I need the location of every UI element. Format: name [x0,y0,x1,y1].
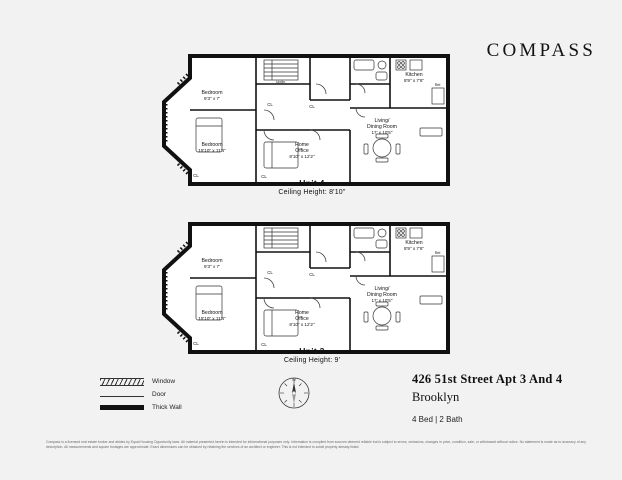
room-dims: 8'9" x 7'6" [403,78,425,83]
legend [100,375,182,414]
closet-label: CL [193,341,199,346]
room-label: Bedroom [201,258,223,264]
window-hatch-icon [100,378,144,386]
unit-3-plan-svg [160,218,460,358]
thick-wall-icon [100,405,144,410]
room-label: Dining Room [367,292,397,298]
room-dims: 9'3" x 7' [204,264,220,269]
room-dims: 8'10" x 12'2" [289,154,315,159]
legend-label-thick-wall: Thick Wall [152,404,182,411]
room-dims: 15'10" x 11'4" [198,316,226,321]
room-label: Kitchen [405,72,423,78]
closet-label: CL [309,272,315,277]
unit-4-ceiling: Ceiling Height: 8'10" [278,189,346,196]
unit-4-name: Unit 4 [299,178,325,188]
room-dims: 17' x 10'5" [371,130,393,135]
closet-label: CL [267,270,273,275]
closet-label: CL [193,173,199,178]
address-street: 426 51st Street Apt 3 And 4 [412,372,563,386]
address-city: Brooklyn [412,390,460,404]
closet-label: CL [261,342,267,347]
bed-bath-summary: 4 Bed | 2 Bath [412,415,463,424]
disclaimer-text: Compass is a licensed real estate broker and abides by Equal Housing Opportunity laws. All material presented herein is intended for informational purposes only. Information is compiled from sources deemed reliable but is subject to errors, omissions, changes in price, condition, sale, or withdrawal without notice. No statement is made as to accuracy of any description. All measurements and square footages are approximate. Exact dimensions can be obtained by retaining the services of an architect or engineer. This is not intended to solicit property already listed. [46,440,586,449]
room-dims: 9'3" x 7' [204,96,220,101]
legend-label-door: Door [152,391,167,398]
address-block [412,372,562,424]
room-label: Kitchen [405,240,423,246]
room-dims: 8'10" x 12'2" [289,322,315,327]
room-dims: 17' x 10'5" [371,298,393,303]
room-label: Living/ [374,118,390,124]
closet-label: CL [267,102,273,107]
unit-4-plan-svg [160,50,460,190]
legend-item-window [100,375,182,388]
unit-3-ceiling: Ceiling Height: 9' [283,357,341,364]
unit-4-caption [222,178,402,196]
room-dims: 15'10" x 11'4" [198,148,226,153]
legend-item-door [100,388,182,401]
room-label: Home [295,142,309,148]
door-line-icon [100,392,144,397]
svg-text:N: N [292,377,296,382]
legend-label-window: Window [152,378,176,385]
room-label: Dining Room [367,124,397,130]
room-label: Living/ [374,286,390,292]
unit-3-name: Unit 3 [299,346,325,356]
refrigerator-label: Ref. [434,83,442,87]
room-label: Office [295,148,309,154]
room-label: Bedroom [201,142,223,148]
compass-rose [277,376,311,415]
unit-3-floorplan [160,218,460,364]
room-label: Bedroom [201,90,223,96]
room-label: Bedroom [201,310,223,316]
room-label: Home [295,310,309,316]
refrigerator-label: Ref. [434,251,442,255]
room-dims: 8'9" x 7'6" [403,246,425,251]
closet-label: CL [309,104,315,109]
room-label: Office [295,316,309,322]
closet-label: CL [261,174,267,179]
unit-4-floorplan [160,50,460,196]
legend-item-thick-wall [100,401,182,414]
unit-3-caption [222,346,402,364]
compass-logo: COMPASS [486,40,596,61]
stairs-label: Up/dn. [276,80,286,84]
compass-rose-icon [277,376,311,410]
